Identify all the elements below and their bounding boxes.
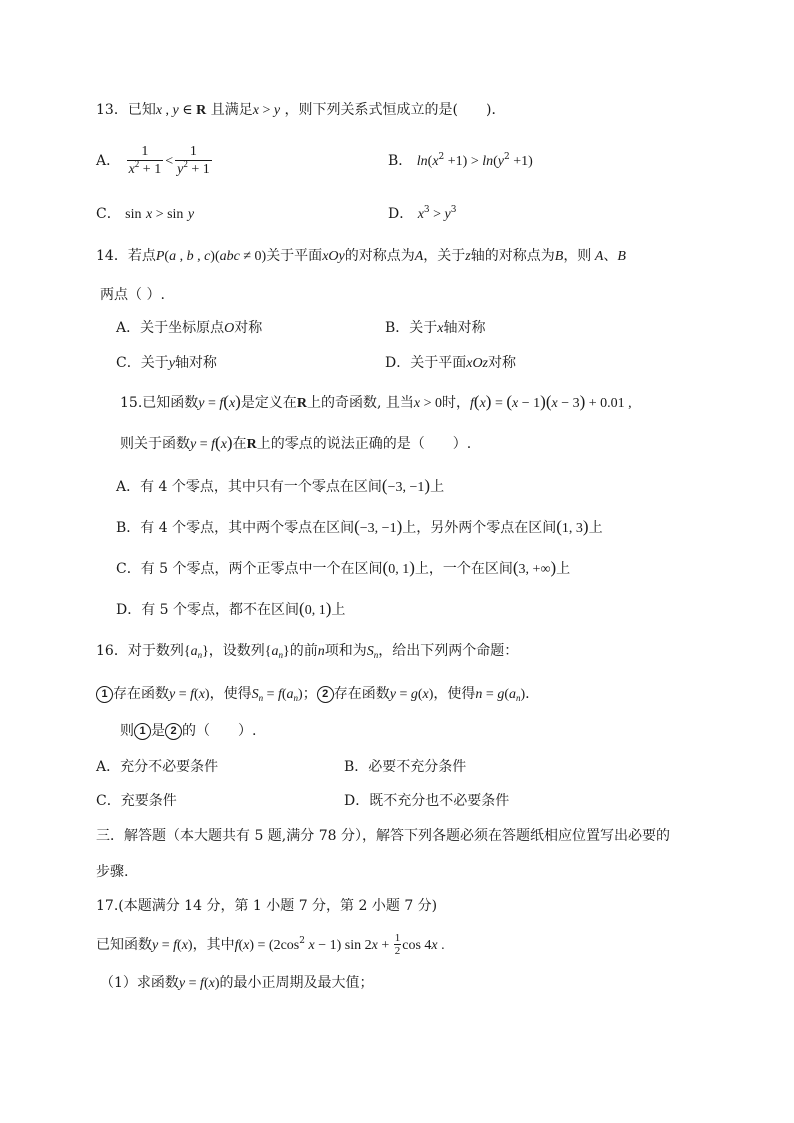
circled-two-icon: 2	[165, 723, 182, 740]
q15-option-b: B．有 4 个零点，其中两个零点在区间(−3, −1)上，另外两个零点在区间(1, 3)上	[116, 517, 603, 536]
q13-stem: 13．已知x , y ∈ R 且满足x > y ，则下列关系式恒成立的是( )．	[96, 102, 506, 118]
q15-option-d: D．有 5 个零点，都不在区间(0, 1)上	[116, 599, 346, 618]
circled-two-icon: 2	[317, 686, 334, 703]
q16-option-d: D．既不充分也不必要条件	[344, 793, 510, 809]
q14-option-d: D．关于平面xOz对称	[385, 355, 517, 371]
q16-option-c: C．充要条件	[96, 793, 177, 809]
q16-option-b: B．必要不充分条件	[344, 759, 467, 775]
q16-propositions: 1 存在函数y = f(x)，使得$S_n = f(a_n)$； 2 存在函数y = g(x)，使得$n = g(a_n)$.	[96, 684, 530, 705]
section3-heading-line2: 步骤.	[96, 864, 129, 880]
q13-option-a: A． $\frac{1}{x^2 + 1}$ < $\frac{1}{y^2 + 1}$	[96, 143, 210, 177]
q14-stem-line2: 两点（ ）.	[100, 287, 165, 303]
section3-heading: 三．解答题（本大题共有 5 题,满分 78 分），解答下列各题必须在答题纸相应位置写出必要的	[96, 828, 670, 844]
q14-option-b: B．关于x轴对称	[385, 320, 486, 336]
q14-stem: 14．若点P(a , b , c)(abc ≠ 0)关于平面xOy的对称点为A，关于z轴的对称点为B，则 A、B	[96, 248, 626, 264]
q14-option-c: C．关于y轴对称	[116, 355, 217, 371]
q13-option-d: D． $x^3 > y^3$	[388, 205, 457, 222]
q17-header: 17.(本题满分 14 分，第 1 小题 7 分，第 2 小题 7 分)	[96, 898, 438, 914]
circled-one-icon: 1	[96, 686, 113, 703]
q15-option-c: C．有 5 个零点，两个正零点中一个在区间(0, 1)上，一个在区间(3, +∞)上	[116, 558, 571, 577]
q13-option-b: B． $\ln(x^2 +1) > \ln(y^2 +1)$	[388, 152, 533, 169]
q17-stem: 已知函数y = f(x)，其中$f(x) = (2\cos^2$ x − 1) sin 2x + $\frac{1}{2}$ cos 4x .	[96, 932, 445, 957]
q15-option-a: A．有 4 个零点，其中只有一个零点在区间(−3, −1)上	[116, 476, 445, 495]
q15-stem-line2: 则关于函数y = f(x)在R上的零点的说法正确的是（ ）.	[120, 433, 472, 452]
q16-option-a: A．充分不必要条件	[96, 759, 219, 775]
q16-question: 则 1 是 2 的（ ）.	[120, 723, 257, 739]
circled-one-icon: 1	[134, 723, 151, 740]
q14-option-a: A．关于坐标原点O对称	[116, 320, 263, 336]
q15-stem: 15.已知函数y = f(x)是定义在R上的奇函数, 且当x > 0时，f(x) = (x − 1)(x − 3) + 0.01 ,	[120, 392, 632, 411]
q16-stem: 16．对于数列$\{a_n\}$，设数列$\{a_n\}$的前n项和为$S_n$，给出下列两个命题：	[96, 643, 519, 660]
q17-subquestion-1: （1）求函数y = f(x)的最小正周期及最大值；	[100, 975, 374, 991]
q13-option-c: C． sin x > sin y	[96, 206, 195, 222]
